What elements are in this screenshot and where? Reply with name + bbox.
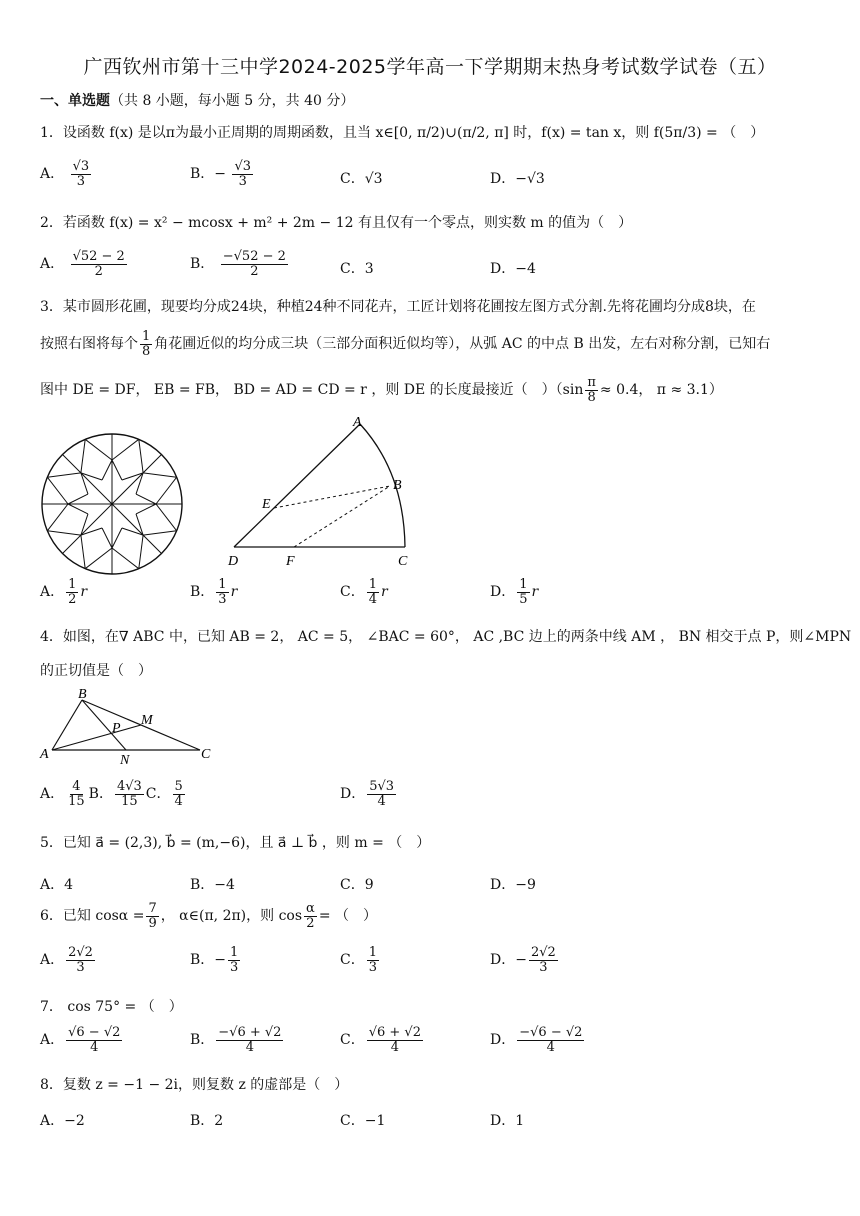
label-F: F bbox=[286, 554, 295, 569]
q2-option-a: A． $\frac{√52 - 2}{2}$ bbox=[40, 249, 125, 279]
petal-line bbox=[81, 439, 85, 473]
petal-line bbox=[139, 535, 143, 569]
petal-line bbox=[139, 439, 143, 473]
section-note: （共 8 小题，每小题 5 分，共 40 分） bbox=[110, 93, 355, 109]
label-C: C bbox=[398, 554, 408, 569]
section-heading bbox=[40, 90, 354, 110]
q6-option-b: B．− $\frac{1}{3}$ bbox=[190, 945, 239, 975]
petal-inner-line bbox=[68, 504, 88, 514]
q4-options-abc: A． $\frac{4}{15}$ B． $\frac{4√3}{15}$ C． $\frac{5}{4}$ bbox=[40, 779, 183, 809]
q6-option-d: D．− $\frac{2√2}{3}$ bbox=[490, 945, 556, 975]
q3-option-c: C． $\frac{1}{4}$ r bbox=[340, 577, 388, 607]
q3-option-d: D． $\frac{1}{5}$ r bbox=[490, 577, 539, 607]
sector-divider bbox=[112, 455, 161, 504]
q8-option-d: D．1 bbox=[490, 1113, 525, 1129]
label-M: M bbox=[141, 713, 153, 728]
petal-inner-line bbox=[112, 528, 122, 548]
triangle-figure bbox=[38, 686, 218, 766]
petal-line bbox=[156, 477, 177, 504]
q5-option-b: B．−4 bbox=[190, 877, 235, 893]
petal-inner-line bbox=[102, 460, 112, 480]
q3-stem-line2: 按照右图将每个 $\frac{1}{8}$ 角花圃近似的均分成三块（三部分面积近似均等），从弧 AC 的中点 B 出发，左右对称分割，已知右 bbox=[40, 329, 771, 359]
label-C: C bbox=[201, 747, 211, 762]
petal-line bbox=[143, 531, 177, 535]
petal-inner-line bbox=[68, 494, 88, 504]
q4-option-d: D． $\frac{5√3}{4}$ bbox=[340, 779, 395, 809]
q2-option-d: D．−4 bbox=[490, 261, 536, 277]
q6-option-c: C． $\frac{1}{3}$ bbox=[340, 945, 377, 975]
q3-stem-line3: 图中 DE = DF， EB = FB， BD = AD = CD = r ，则 DE 的长度最接近（ ）（sin $\frac{\pi}{8}$ ≈ 0.4， π ≈ 3.1） bbox=[40, 375, 723, 405]
q5-option-d: D．−9 bbox=[490, 877, 536, 893]
q7-option-b: B． $\frac{-√6 + √2}{4}$ bbox=[190, 1025, 282, 1055]
label-A: A bbox=[353, 415, 362, 430]
q8-option-c: C．−1 bbox=[340, 1113, 386, 1129]
q1-option-c: C．√3 bbox=[340, 171, 383, 187]
q2-stem: 2．若函数 f(x) = x² − mcosx + m² + 2m − 12 有且仅有一个零点，则实数 m 的值为（ ） bbox=[40, 215, 633, 231]
q3-stem-line1: 3．某市圆形花圃，现要均分成24块，种植24种不同花卉，工匠计划将花圃按左图方式分割.先将花圃均分成8块，在 bbox=[40, 299, 756, 315]
label-P: P bbox=[112, 721, 121, 736]
petal-inner-line bbox=[112, 460, 122, 480]
q7-option-c: C． $\frac{√6 + √2}{4}$ bbox=[340, 1025, 421, 1055]
flower-bed-circle-figure bbox=[38, 430, 186, 578]
label-A: A bbox=[40, 747, 49, 762]
petal-line bbox=[85, 439, 112, 460]
q2-option-c: C．3 bbox=[340, 261, 374, 277]
label-B: B bbox=[78, 687, 87, 702]
sector-divider bbox=[63, 504, 112, 553]
q5-option-c: C．9 bbox=[340, 877, 374, 893]
q6-option-a: A． $\frac{2√2}{3}$ bbox=[40, 945, 93, 975]
petal-inner-line bbox=[136, 494, 156, 504]
sector-figure bbox=[222, 412, 418, 572]
label-N: N bbox=[120, 753, 130, 766]
page-title: 广西钦州市第十三中学2024-2025学年高一下学期期末热身考试数学试卷（五） bbox=[83, 56, 777, 78]
petal-line bbox=[47, 477, 68, 504]
petal-line bbox=[143, 473, 177, 477]
q6-stem: 6．已知 cosα = $\frac{7}{9}$ ， α∈(π, 2π)，则 cos $\frac{\alpha}{2}$ = （ ） bbox=[40, 901, 378, 931]
q7-option-a: A． $\frac{√6 - √2}{4}$ bbox=[40, 1025, 121, 1055]
q8-option-a: A．−2 bbox=[40, 1113, 85, 1129]
petal-line bbox=[47, 531, 81, 535]
q1-option-a: A． $\frac{√3}{3}$ bbox=[40, 159, 90, 189]
petal-line bbox=[112, 548, 139, 569]
q8-option-b: B．2 bbox=[190, 1113, 224, 1129]
sector-divider bbox=[63, 455, 112, 504]
petal-line bbox=[112, 439, 139, 460]
q1-option-b: B．− $\frac{√3}{3}$ bbox=[190, 159, 252, 189]
section-title: 一、单选题 bbox=[40, 93, 110, 109]
petal-line bbox=[81, 535, 85, 569]
q7-stem: 7． cos 75° = （ ） bbox=[40, 999, 183, 1015]
petal-line bbox=[47, 504, 68, 531]
label-E: E bbox=[262, 497, 271, 512]
q1-option-d: D．−√3 bbox=[490, 171, 545, 187]
q8-stem: 8．复数 z = −1 − 2i，则复数 z 的虚部是（ ） bbox=[40, 1077, 349, 1093]
petal-line bbox=[156, 504, 177, 531]
q2-option-b: B． $\frac{-√52 - 2}{2}$ bbox=[190, 249, 286, 279]
q3-option-a: A． $\frac{1}{2}$ r bbox=[40, 577, 88, 607]
q1-stem: 1．设函数 f(x) 是以π为最小正周期的周期函数，且当 x∈[0, π/2)∪(π/2, π] 时，f(x) = tan x，则 f(5π/3) = （ ） bbox=[40, 125, 765, 141]
q4-stem-line2: 的正切值是（ ） bbox=[40, 663, 152, 679]
petal-line bbox=[85, 548, 112, 569]
label-B: B bbox=[393, 478, 402, 493]
petal-inner-line bbox=[102, 528, 112, 548]
petal-line bbox=[47, 473, 81, 477]
q4-stem-line1: 4．如图，在∇ ABC 中，已知 AB = 2， AC = 5， ∠BAC = 60°， AC ,BC 边上的两条中线 AM ， BN 相交于点 P，则∠MPN bbox=[40, 629, 852, 645]
q3-option-b: B． $\frac{1}{3}$ r bbox=[190, 577, 238, 607]
q5-option-a: A．4 bbox=[40, 877, 74, 893]
q7-option-d: D． $\frac{-√6 - √2}{4}$ bbox=[490, 1025, 583, 1055]
sector-divider bbox=[112, 504, 161, 553]
q5-stem: 5．已知 a⃗ = (2,3), b⃗ = (m,−6)，且 a⃗ ⊥ b⃗ ，则 m = （ ） bbox=[40, 835, 431, 851]
label-D: D bbox=[228, 554, 239, 569]
petal-inner-line bbox=[136, 504, 156, 514]
